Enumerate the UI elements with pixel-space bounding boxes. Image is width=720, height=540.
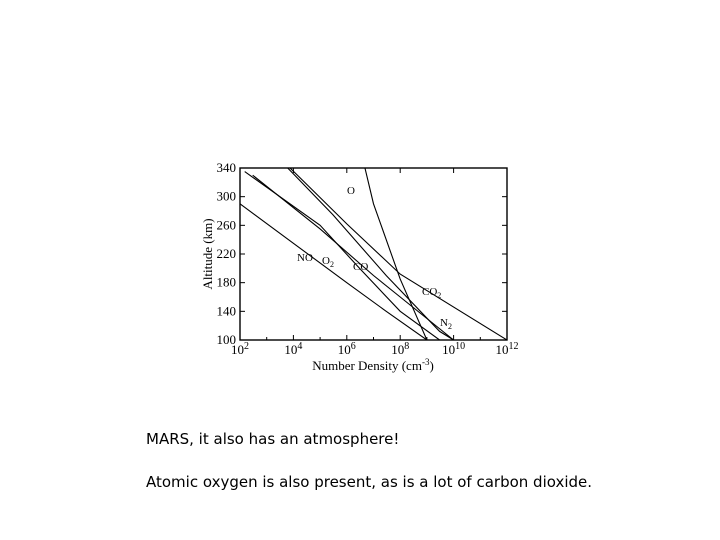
y-tick-label: 140 (216, 303, 236, 319)
x-tick-label: $10^6$ (337, 341, 356, 357)
y-tick-label: 300 (216, 188, 236, 204)
series-lines (240, 160, 507, 340)
y-tick-label: 220 (216, 246, 236, 261)
series-line-o (363, 160, 427, 340)
x-axis-label: Number Density $(cm^{-3})$ (312, 357, 434, 373)
series-label-no: NO (297, 252, 313, 264)
y-tick-label: 260 (216, 217, 236, 233)
x-tick-label: $10^{12}$ (495, 341, 519, 357)
chart-canvas (190, 160, 530, 375)
series-line-co2 (283, 161, 507, 340)
y-tick-label: 180 (216, 274, 236, 290)
y-tick-label: 340 (216, 160, 236, 175)
series-label-o: O (347, 185, 355, 197)
y-axis-label: Altitude (km) (200, 218, 215, 290)
series-label-co2: $CO_2$ (422, 286, 442, 300)
series-label-o2: $O_2$ (322, 255, 334, 269)
x-tick-label: $10^4$ (284, 341, 303, 357)
series-line-o2 (245, 172, 440, 340)
x-tick-label: $10^2$ (231, 341, 249, 357)
caption-line-2: Atomic oxygen is also present, as is a lot of carbon dioxide. (146, 473, 593, 491)
series-label-n2: $N_2$ (440, 317, 452, 331)
series-line-co (279, 160, 453, 340)
mars-atmosphere-chart (190, 160, 530, 375)
x-tick-label: $10^{10}$ (442, 341, 466, 357)
caption-line-1: MARS, it also has an atmosphere! (146, 430, 400, 448)
axis-ticks (217, 160, 519, 357)
x-tick-label: $10^8$ (391, 341, 410, 357)
plot-frame (240, 168, 507, 340)
series-line-no (240, 204, 427, 340)
series-label-co: CO (353, 261, 369, 273)
y-tick-label: 100 (216, 332, 236, 347)
